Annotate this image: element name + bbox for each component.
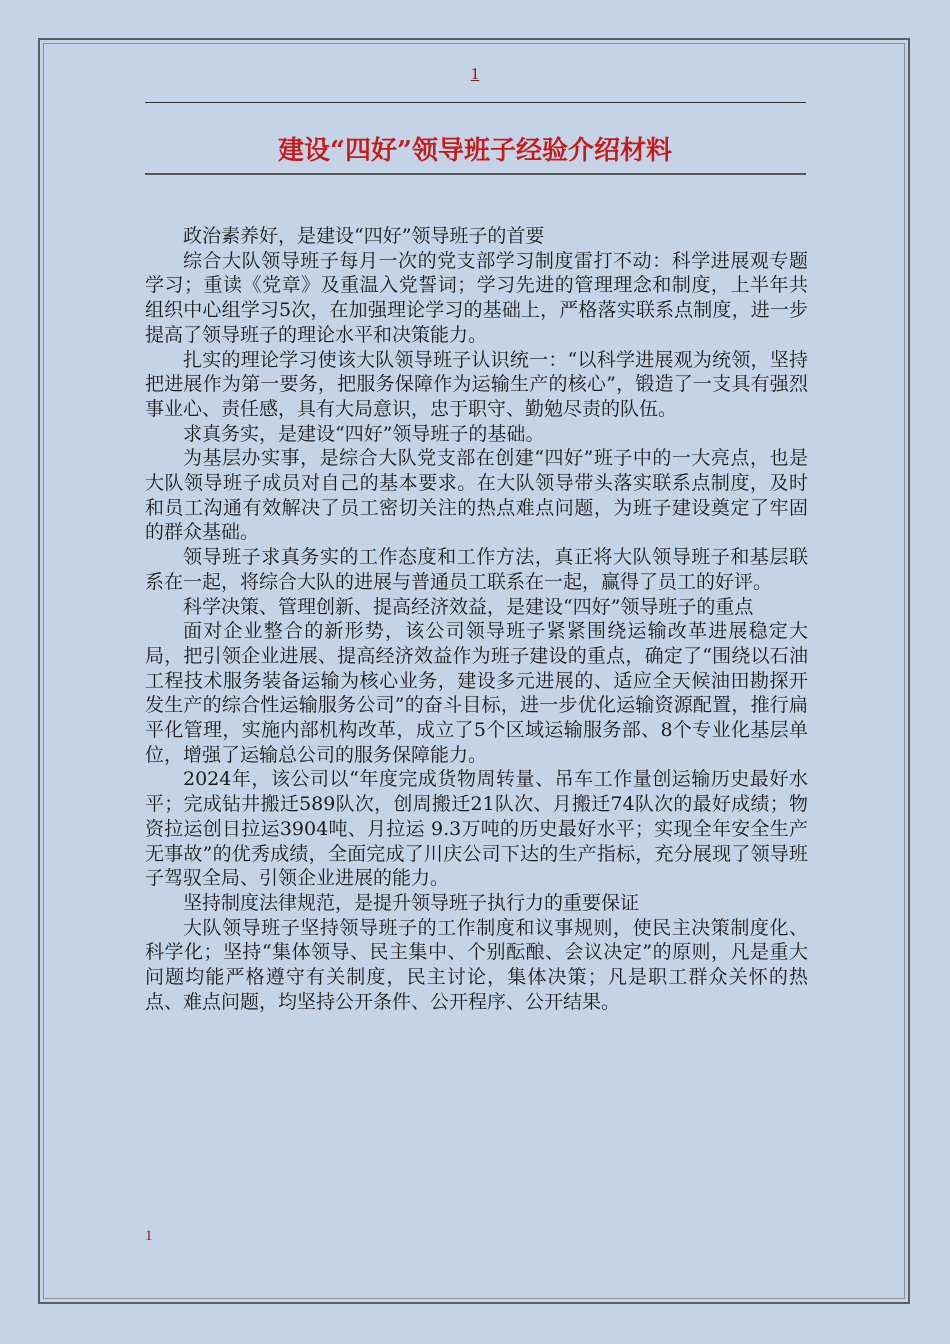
paragraph: 领导班子求真务实的工作态度和工作方法，真正将大队领导班子和基层联系在一起，将综合大队的进展与普通员工联系在一起，赢得了员工的好评。: [145, 546, 808, 593]
paragraph: 综合大队领导班子每月一次的党支部学习制度雷打不动：科学进展观专题学习；重读《党章》及重温入党誓词；学习先进的管理理念和制度，上半年共组织中心组学习5次，在加强理论学习的基础上，严格落实联系点制度，进一步提高了领导班子的理论水平和决策能力。: [145, 249, 808, 346]
paragraph: 大队领导班子坚持领导班子的工作制度和议事规则，使民主决策制度化、科学化；坚持“集体领导、民主集中、个别酝酿、会议决定”的原则，凡是重大问题均能严格遵守有关制度，民主讨论，集体决策；凡是职工群众关怀的热点、难点问题，均坚持公开条件、公开程序、公开结果。: [145, 916, 808, 1013]
paragraph: 为基层办实事，是综合大队党支部在创建“四好”班子中的一大亮点，也是大队领导班子成员对自己的基本要求。在大队领导带头落实联系点制度，及时和员工沟通有效解决了员工密切关注的热点难点问题，为班子建设奠定了牢固的群众基础。: [145, 447, 808, 544]
paragraph: 坚持制度法律规范，是提升领导班子执行力的重要保证: [183, 891, 640, 914]
paragraph: 扎实的理论学习使该大队领导班子认识统一：“以科学进展观为统领，坚持把进展作为第一要务，把服务保障作为运输生产的核心”，锻造了一支具有强烈事业心、责任感，具有大局意识，忠于职守、勤勉尽责的队伍。: [145, 348, 808, 420]
footer-page-number: 1: [145, 1228, 153, 1244]
header-divider: [145, 102, 806, 103]
paragraph: 面对企业整合的新形势，该公司领导班子紧紧围绕运输改革进展稳定大局，把引领企业进展、提高经济效益作为班子建设的重点，确定了“围绕以石油工程技术服务装备运输为核心业务，建设多元进展的、适应全天候油田勘探开发生产的综合性运输服务公司”的奋斗目标，进一步优化运输资源配置，推行扁平化管理，实施内部机构改革，成立了5个区域运输服务部、8个专业化基层单位，增强了运输总公司的服务保障能力。: [145, 620, 808, 766]
paragraph: 科学决策、管理创新、提高经济效益，是建设“四好”领导班子的重点: [183, 595, 754, 618]
document-body: [145, 224, 808, 1015]
header-page-number: 1: [470, 64, 480, 83]
paragraph: 2024年，该公司以“年度完成货物周转量、吊车工作量创运输历史最好水平；完成钻井搬迁589队次，创周搬迁21队次、月搬迁74队次的最好成绩；物资拉运创日拉运3904吨、月拉运 9.3万吨的历史最好水平；实现全年安全生产无事故”的优秀成绩，全面完成了川庆公司下达的生产指标，充分展现了领导班子驾驭全局、引领企业进展的能力。: [145, 768, 808, 890]
paragraph: 政治素养好，是建设“四好”领导班子的首要: [183, 225, 545, 247]
paragraph: 求真务实，是建设“四好”领导班子的基础。: [183, 422, 545, 445]
document-title: 建设“四好”领导班子经验介绍材料: [278, 136, 672, 166]
title-divider: [145, 173, 806, 175]
